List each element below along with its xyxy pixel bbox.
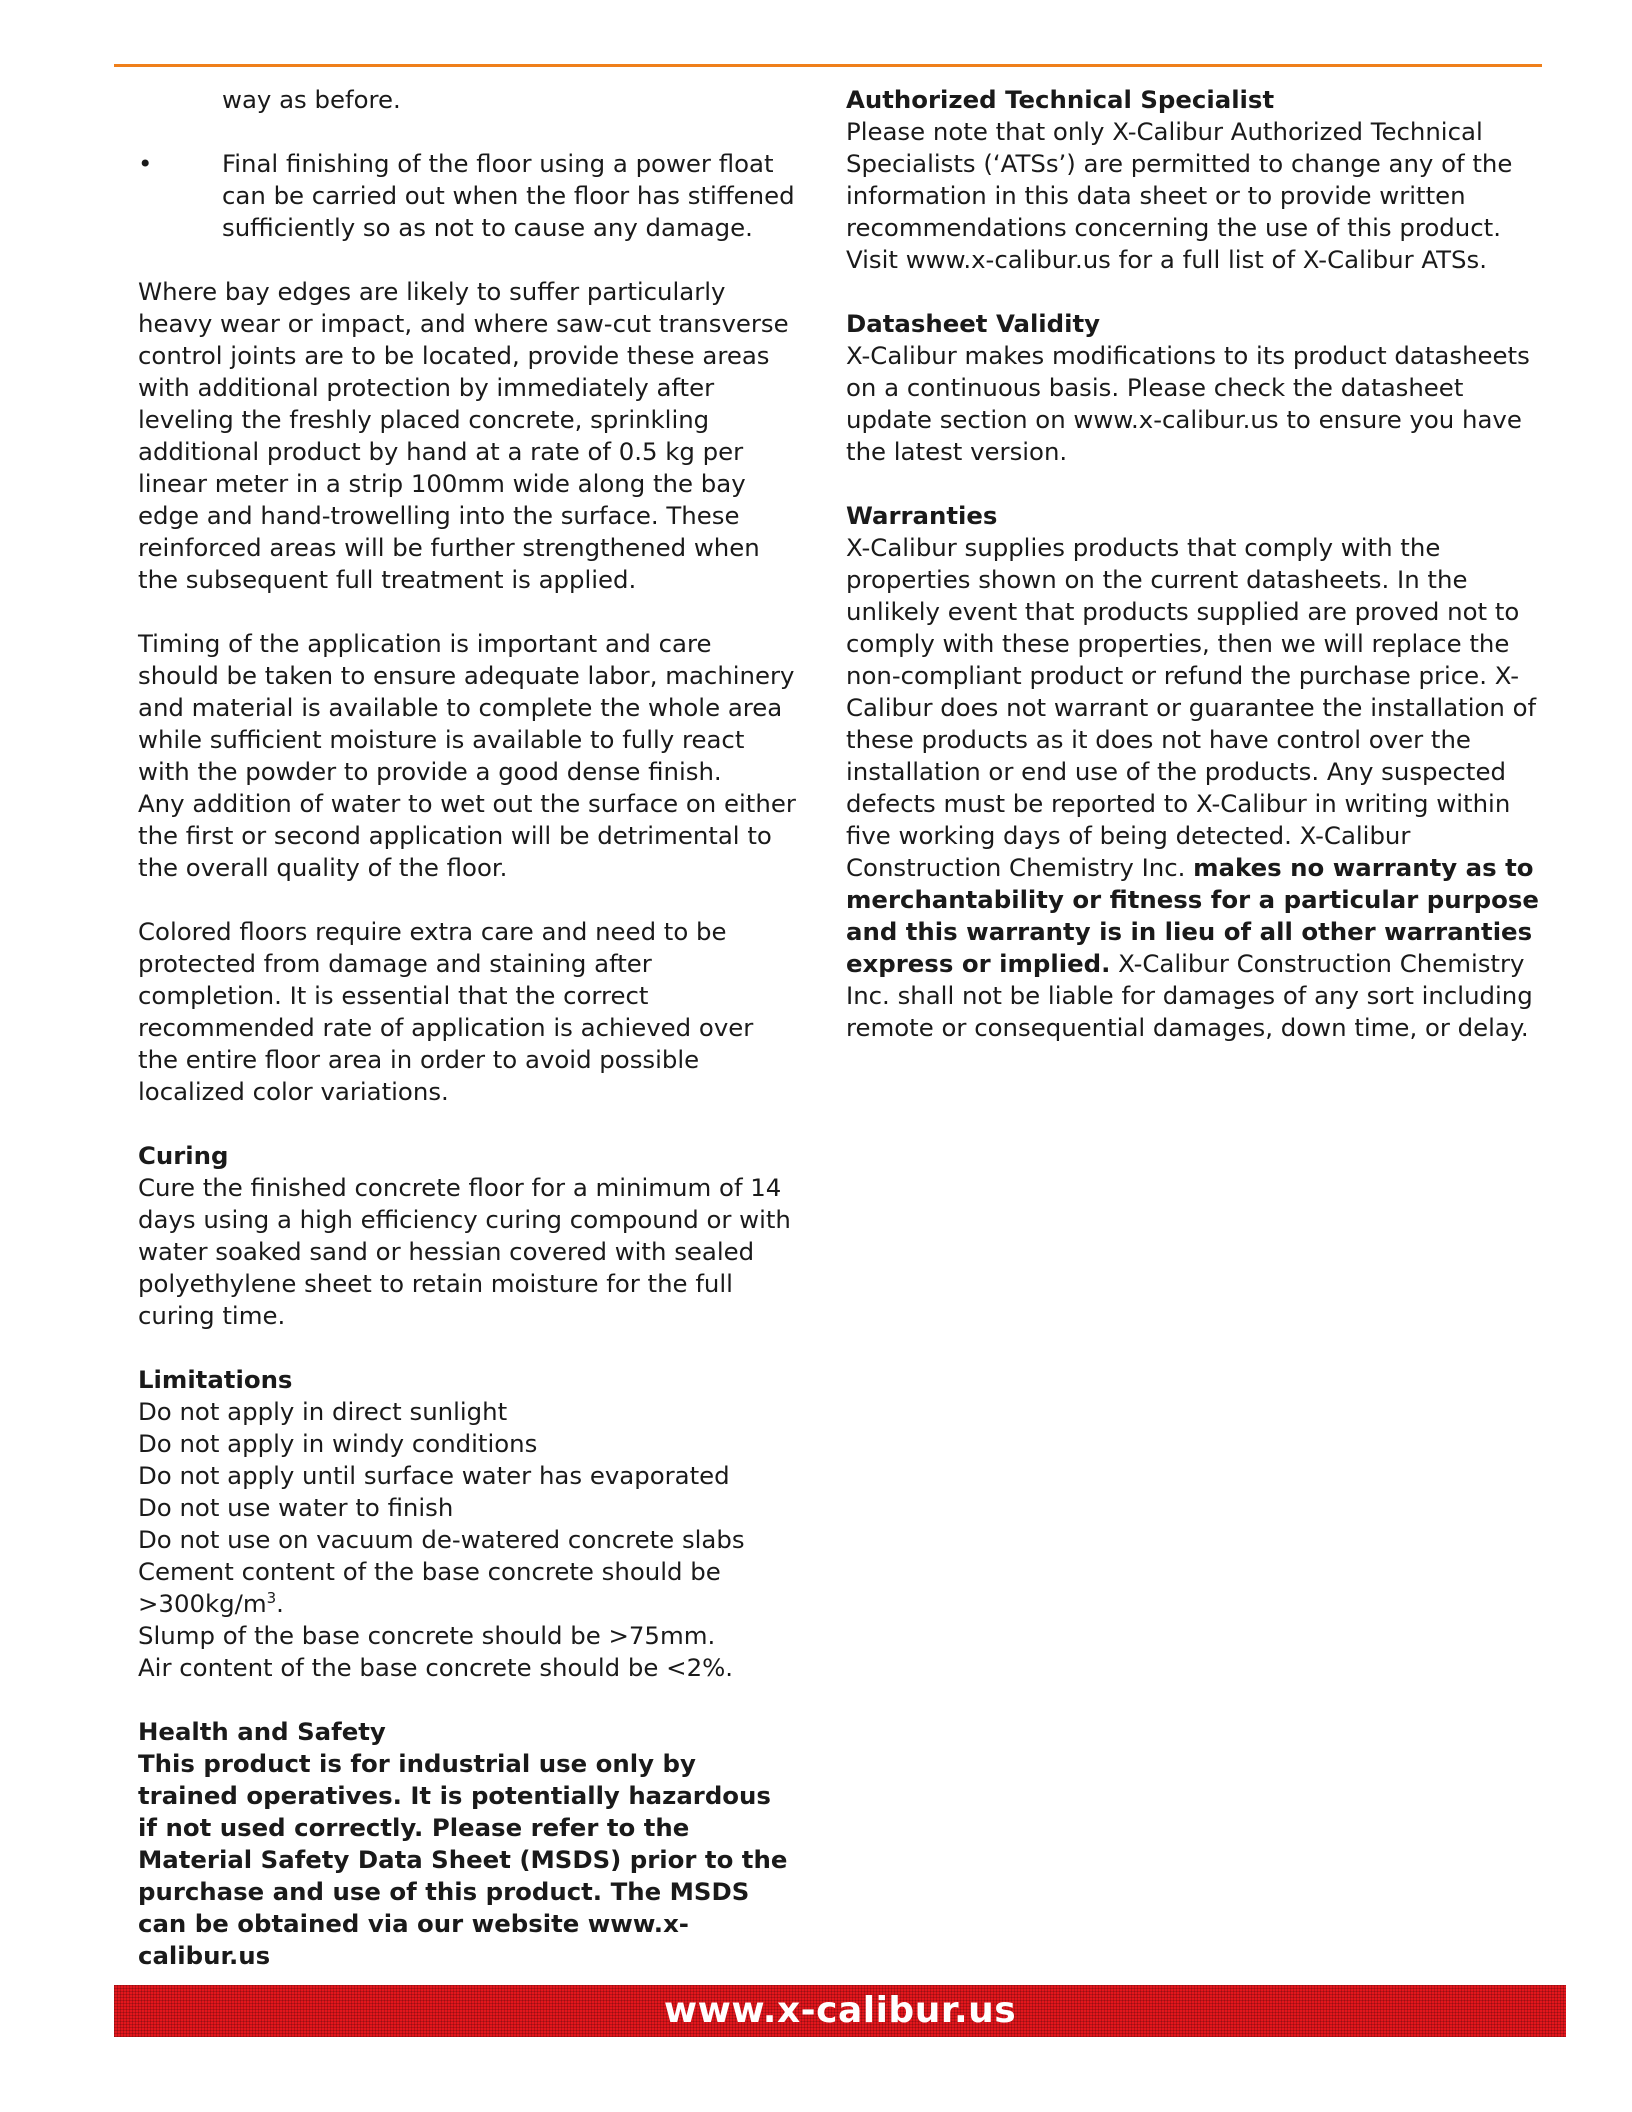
bullet-icon: • [138, 149, 153, 178]
warranties-bold-disclaimer: makes no warranty as to merchantability or fitness for a particular purpose and this warranty is in lieu of all other warranties express or implied. [846, 853, 1539, 978]
limitation-item: Do not apply in direct sunlight [138, 1397, 508, 1426]
limitation-item: Do not use water to finish [138, 1493, 454, 1522]
colored-floors-paragraph: Colored floors require extra care and need to be protected from damage and staining after completion. It is essential that the correct recommended rate of application is achieved over the entire floor area in order to avoid possible localized color variations. [138, 917, 754, 1106]
bullet-item [138, 148, 798, 244]
timing-paragraph: Timing of the application is important and care should be taken to ensure adequate labor, machinery and material is available to complete the whole area while sufficient moisture is available to fully react with the powder to provide a good dense finish. [138, 629, 795, 786]
footer-url: www.x-calibur.us [663, 1990, 1017, 2031]
limitation-item: Cement content of the base concrete should be [138, 1557, 721, 1586]
top-divider [114, 64, 1542, 67]
continuation-text: way as before. [222, 85, 401, 114]
cement-content-value [138, 1588, 798, 1620]
limitation-item: Do not use on vacuum de-watered concrete slabs [138, 1525, 745, 1554]
right-column [846, 84, 1546, 1044]
warranties-text-part1: X-Calibur supplies products that comply with the properties shown on the current datasheets. In the unlikely event that products supplied are proved not to comply with these properties, then we will replace the non-compliant product or refund the purchase price. X-Calibur does not warrant or guarantee the installation of these products as it does not have control over the installation or end use of the products. Any suspected defects must be reported to X-Calibur in writing within five working days of being detected. X-Calibur Construction Chemistry Inc. [846, 533, 1537, 882]
cement-sup: 3 [266, 1588, 277, 1607]
validity-text: X-Calibur makes modifications to its product datasheets on a continuous basis. Please check the datasheet update section on www.x-calibur.us to ensure you have the latest version. [846, 341, 1530, 466]
warranties-text [846, 532, 1546, 1044]
limitation-item: Do not apply until surface water has evaporated [138, 1461, 730, 1490]
left-column [138, 84, 798, 1972]
limitations-heading: Limitations [138, 1365, 293, 1394]
health-safety-text: This product is for industrial use only by trained operatives. It is potentially hazardous if not used correctly. Please refer to the Material Safety Data Sheet (MSDS) prior to the purchase and use of this product. The MSDS can be obtained via our website www.x-calibur.us [138, 1749, 788, 1970]
bullet-text: Final finishing of the floor using a power float can be carried out when the floor has stiffened sufficiently so as not to cause any damage. [222, 149, 795, 242]
curing-text: Cure the finished concrete floor for a minimum of 14 days using a high efficiency curing compound or with water soaked sand or hessian covered with sealed polyethylene sheet to retain moisture for the full curing time. [138, 1173, 791, 1330]
slump-text: Slump of the base concrete should be >75mm. [138, 1621, 716, 1650]
warranties-text-part2: X-Calibur Construction Chemistry Inc. shall not be liable for damages of any sort including remote or consequential damages, down time, or delay. [846, 949, 1533, 1042]
footer-banner [114, 1985, 1566, 2037]
cement-value: >300kg/m [138, 1589, 267, 1618]
curing-heading: Curing [138, 1141, 229, 1170]
ats-text: Please note that only X-Calibur Authorized Technical Specialists (‘ATSs’) are permitted to change any of the information in this data sheet or to provide written recommendations concerning the use of this product. Visit www.x-calibur.us for a full list of X-Calibur ATSs. [846, 117, 1513, 274]
cement-end: . [276, 1589, 284, 1618]
air-content-text: Air content of the base concrete should be <2%. [138, 1653, 734, 1682]
health-safety-heading: Health and Safety [138, 1717, 386, 1746]
ats-heading: Authorized Technical Specialist [846, 85, 1275, 114]
limitation-item: Do not apply in windy conditions [138, 1429, 538, 1458]
validity-heading: Datasheet Validity [846, 309, 1101, 338]
bay-edges-paragraph: Where bay edges are likely to suffer particularly heavy wear or impact, and where saw-cut transverse control joints are to be located, provide these areas with additional protection by immediately after leveling the freshly placed concrete, sprinkling additional product by hand at a rate of 0.5 kg per linear meter in a strip 100mm wide along the bay edge and hand-trowelling into the surface. These reinforced areas will be further strengthened when the subsequent full treatment is applied. [138, 277, 789, 594]
warranties-heading: Warranties [846, 501, 998, 530]
water-paragraph: Any addition of water to wet out the surface on either the first or second application will be detrimental to the overall quality of the floor. [138, 789, 796, 882]
